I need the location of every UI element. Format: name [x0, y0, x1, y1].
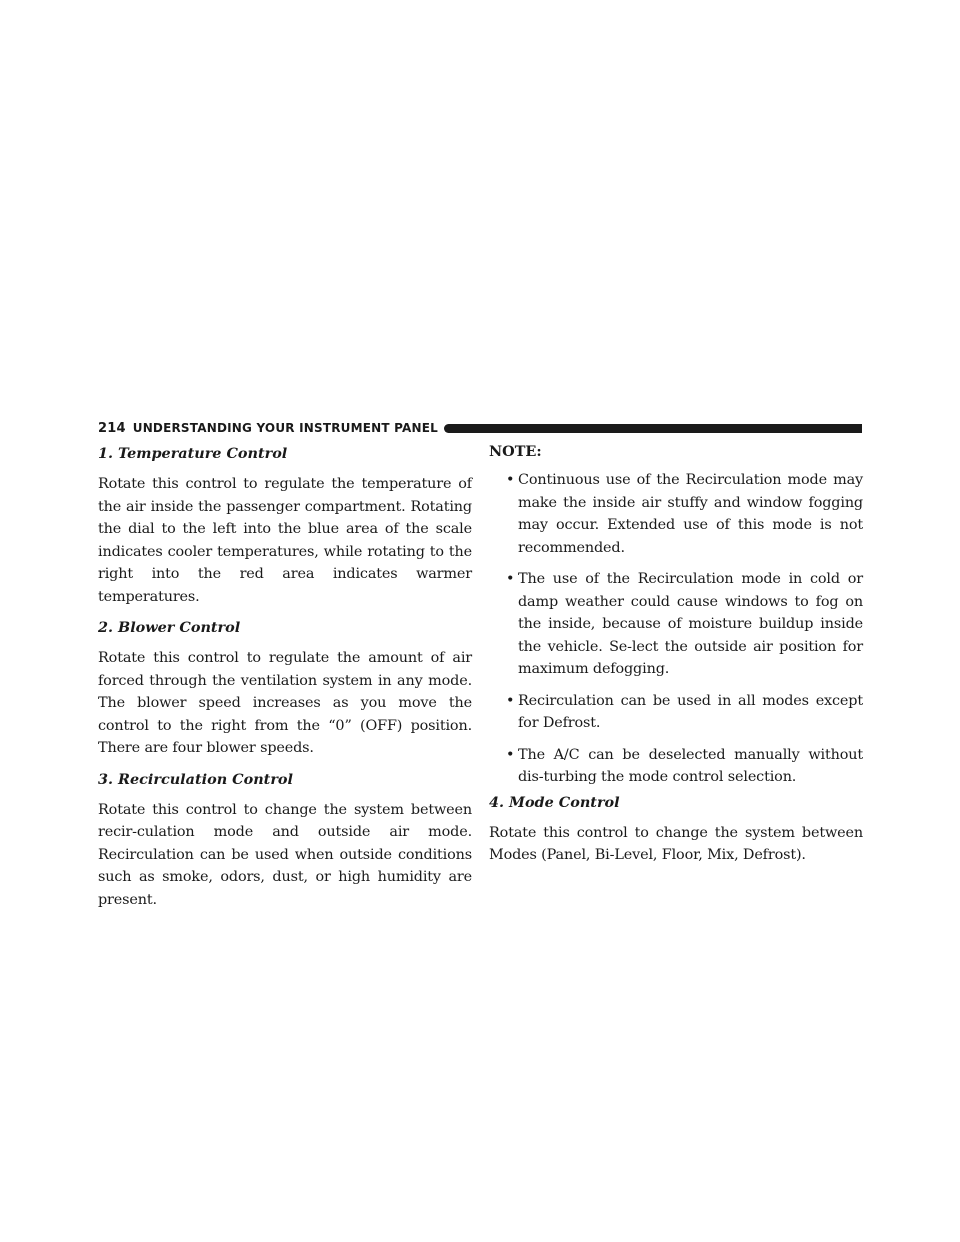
header-rule	[444, 424, 862, 433]
section-text-recirculation: Rotate this control to change the system between recir-culation mode and outside air mode. Recirculation can be used when outside conditions such as smoke, odors, dust, or high humidity are present.	[98, 801, 472, 908]
list-item	[489, 469, 863, 559]
note-text: The use of the Recirculation mode in cold or damp weather could cause windows to fog on the inside, because of moisture buildup inside the vehicle. Se-lect the outside air position for maximum defogging.	[518, 571, 863, 677]
section-text-mode: Rotate this control to change the system between Modes (Panel, Bi-Level, Floor, Mix, Defrost).	[489, 824, 863, 863]
bullet-icon: •	[506, 472, 515, 488]
section-text-temperature: Rotate this control to regulate the temperature of the air inside the passenger compartment. Rotating the dial to the left into the blue area of the scale indicates cooler temperatures, while rotating to the right into the red area indicates warmer temperatures.	[98, 476, 472, 605]
note-text: Recirculation can be used in all modes except for Defrost.	[518, 692, 863, 731]
list-item	[489, 690, 863, 735]
page-number: 214	[98, 420, 126, 436]
page-header	[98, 419, 862, 437]
section-heading-mode: 4. Mode Control	[489, 793, 620, 811]
note-label: NOTE:	[489, 443, 542, 460]
note-list	[489, 469, 863, 789]
section-heading-temperature: 1. Temperature Control	[98, 445, 288, 462]
list-item	[489, 568, 863, 681]
bullet-icon: •	[506, 746, 515, 763]
running-title: UNDERSTANDING YOUR INSTRUMENT PANEL	[132, 421, 439, 435]
note-text: Continuous use of the Recirculation mode may make the inside air stuffy and window fogging may occur. Extended use of this mode is not recommended.	[518, 472, 863, 556]
bullet-icon: •	[506, 571, 515, 587]
section-text-blower: Rotate this control to regulate the amount of air forced through the ventilation system in any mode. The blower speed increases as you move the control to the right from the “0” (OFF) position. There are four blower speeds.	[98, 650, 472, 756]
right-column	[489, 441, 863, 876]
note-text: The A/C can be deselected manually without dis-turbing the mode control selection.	[518, 746, 863, 785]
section-heading-blower: 2. Blower Control	[98, 619, 241, 636]
section-heading-recirculation: 3. Recirculation Control	[98, 770, 293, 788]
list-item	[489, 744, 863, 789]
left-column	[98, 441, 472, 920]
bullet-icon: •	[506, 692, 515, 709]
